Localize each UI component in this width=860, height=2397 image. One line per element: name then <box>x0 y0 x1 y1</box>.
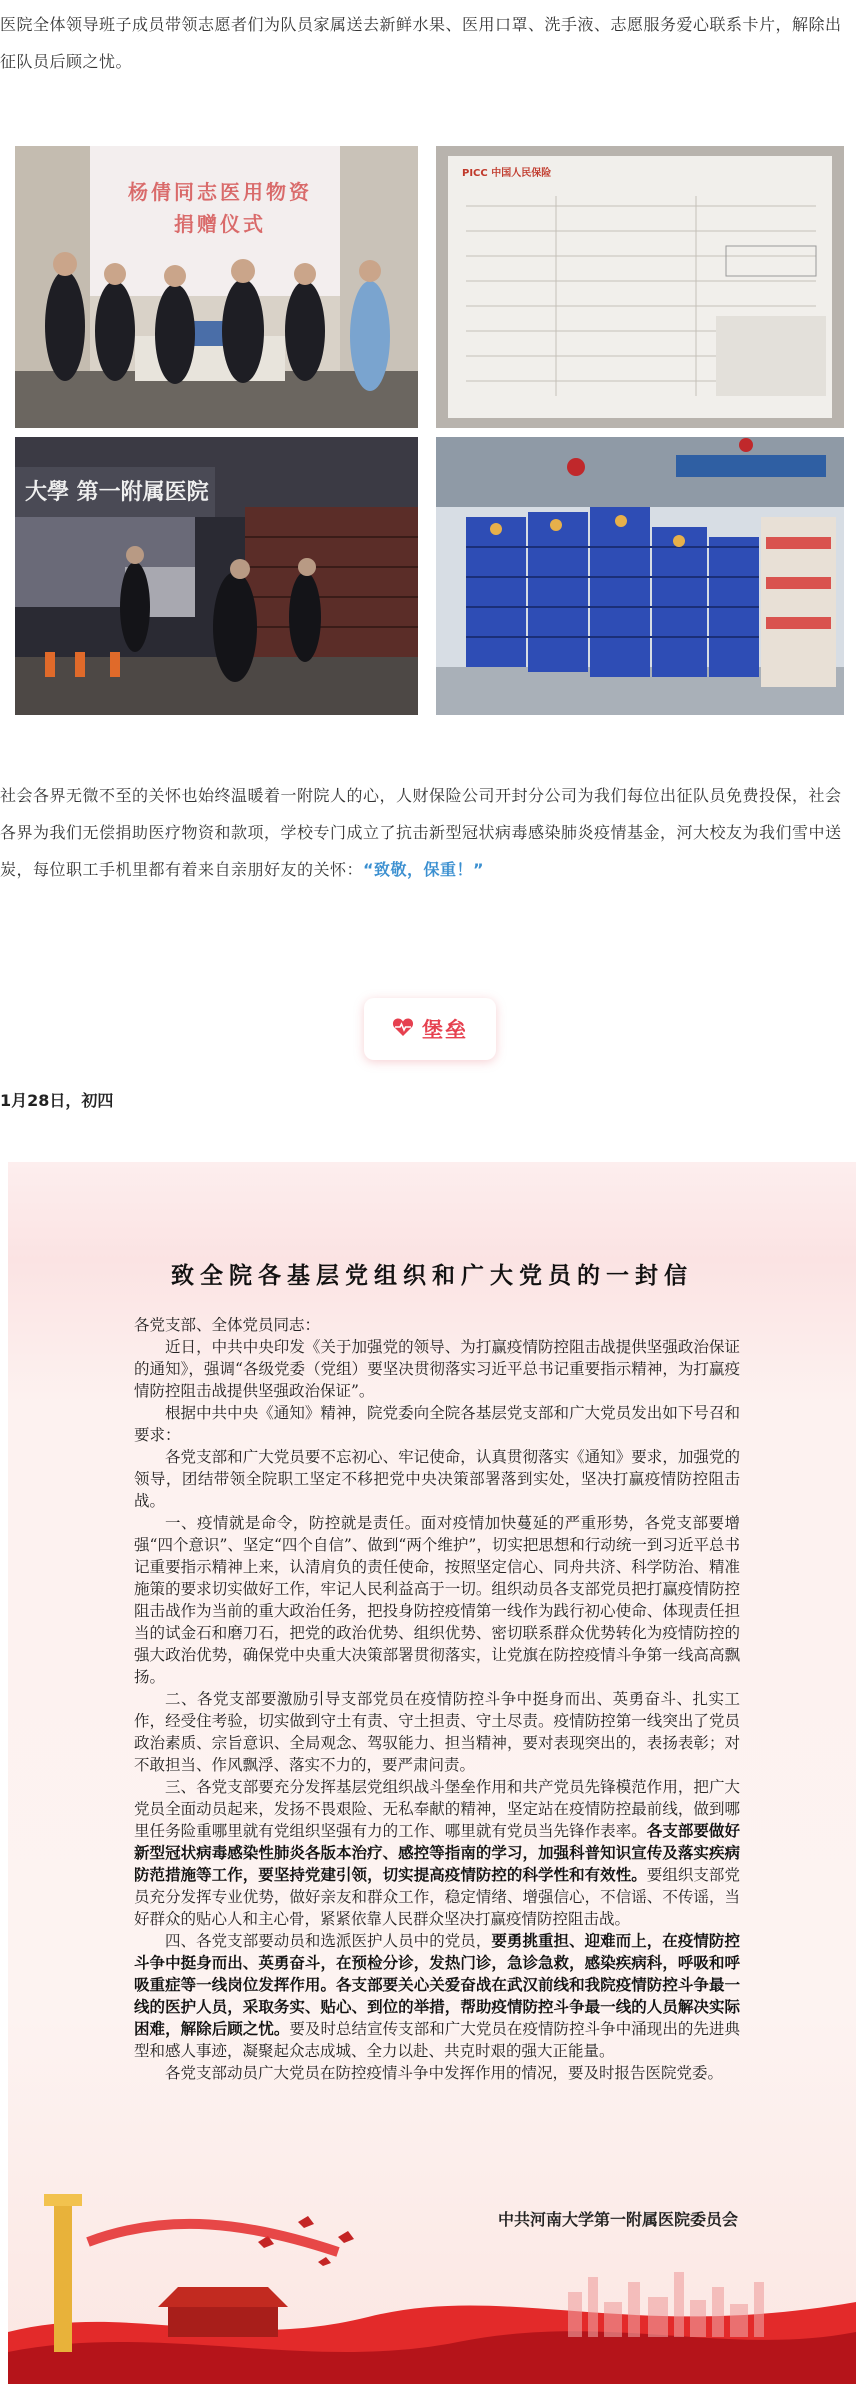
svg-text:大學 第一附属医院: 大學 第一附属医院 <box>25 480 209 505</box>
para3-plain: 三、各党支部要充分发挥基层党组织战斗堡垒作用和共产党员先锋模范作用，把广大党员全面动员起来，发扬不畏艰险、无私奉献的精神，坚定站在疫情防控最前线，做到哪里任务险重哪里就有党组织坚强有力的工作、哪里就有党员当先锋作表率。 <box>134 1778 740 1840</box>
night-delivery-photo <box>15 437 418 715</box>
letter-paragraph-three <box>134 1776 740 1930</box>
heart-pulse-icon <box>392 1017 414 1041</box>
letter-paragraph: 二、各党支部要激励引导支部党员在疫情防控斗争中挺身而出、英勇奋斗、扎实工作，经受住考验，切实做到守土有责、守土担责、守土尽责。疫情防控第一线突出了党员政治素质、宗旨意识、全局观念、驾驭能力、担当精神，要对表现突出的，表扬表彰；对不敢担当、作风飘浮、落实不力的，要严肃问责。 <box>134 1690 740 1774</box>
para4-plain: 四、各党支部要动员和选派医护人员中的党员， <box>165 1932 492 1950</box>
letter-body <box>134 1314 740 2084</box>
para3-bold: 各支部要做好新型冠状病毒感染性肺炎各版本治疗、感控等指南的学习，加强科普知识宣传及落实疾病防范措施等工作，要坚持党建引领，切实提高疫情防控的科学性和有效性。 <box>134 1821 740 1884</box>
insurance-brand-text: PICC 中国人民保险 <box>462 168 552 179</box>
letter-paragraph: 一、疫情就是命令，防控就是责任。面对疫情加快蔓延的严重形势，各党支部要增强“四个意识”、坚定“四个自信”、做到“两个维护”，切实把思想和行动统一到习近平总书记重要指示精神上来，认清肩负的责任使命，按照坚定信心、同舟共济、科学防治、精准施策的要求切实做好工作，牢记人民利益高于一切。组织动员各支部党员把打赢疫情防控阻击战作为当前的重大政治任务，把投身防控疫情第一线作为践行初心使命、体现责任担当的试金石和磨刀石，把党的政治优势、组织优势、密切联系群众优势转化为疫情防控的强大政治优势，确保党中央重大决策部署贯彻落实，让党旗在防控疫情斗争第一线高高飘扬。 <box>134 1514 740 1686</box>
donation-ceremony-photo <box>15 146 418 428</box>
letter-paragraph-four <box>134 1930 740 2062</box>
para3-tail: 要组织支部党员充分发挥专业优势，做好亲友和群众工作，稳定情绪、增强信心，不信谣、不传谣，当好群众的贴心人和主心骨，紧紧依靠人民群众坚决打赢疫情防控阻击战。 <box>134 1866 740 1928</box>
letter-signature: 中共河南大学第一附属医院委员会 <box>497 2210 738 2229</box>
section-badge <box>364 998 496 1060</box>
insurance-document-photo <box>436 146 844 428</box>
support-paragraph <box>0 777 856 888</box>
ceremony-banner-text: 杨倩同志医用物资捐赠仪式 <box>128 180 312 236</box>
letter-paragraph: 近日，中共中央印发《关于加强党的领导、为打赢疫情防控阻击战提供坚强政治保证的通知》，强调“各级党委（党组）要坚决贯彻落实习近平总书记重要指示精神，为打赢疫情防控阻击战提供坚强政治保证”。 <box>134 1338 740 1400</box>
para4-tail: 要及时总结宣传支部和广大党员在疫情防控斗争中涌现出的先进典型和感人事迹，凝聚起众志成城、全力以赴、共克时艰的强大正能量。 <box>134 2020 740 2060</box>
para4-bold: 要勇挑重担、迎难而上，在疫情防控斗争中挺身而出、英勇奋斗，在预检分诊，发热门诊，急诊急救，感染疾病科，呼吸和呼吸重症等一线岗位发挥作用。各支部要关心关爱奋战在武汉前线和我院疫情防控斗争最一线的医护人员，采取务实、贴心、到位的举措，帮助疫情防控斗争最一线的人员解决实际困难，解除后顾之忧。 <box>134 1931 740 2038</box>
intro-paragraph: 医院全体领导班子成员带领志愿者们为队员家属送去新鲜水果、医用口罩、洗手液、志愿服务爱心联系卡片，解除出征队员后顾之忧。 <box>0 15 842 71</box>
date-line: 1月28日，初四 <box>0 1091 114 1110</box>
letter-paragraph: 各党支部和广大党员要不忘初心、牢记使命，认真贯彻落实《通知》要求，加强党的领导，团结带领全院职工坚定不移把党中央决策部署落到实处，坚决打赢疫情防控阻击战。 <box>134 1448 740 1510</box>
letter-paragraph: 根据中共中央《通知》精神，院党委向全院各基层党支部和广大党员发出如下号召和要求： <box>134 1404 740 1444</box>
decorative-bottom-artwork <box>8 2182 856 2384</box>
section-title: 堡垒 <box>422 1018 468 1042</box>
support-paragraph-text: 社会各界无微不至的关怀也始终温暖着一附院人的心，人财保险公司开封分公司为我们每位出征队员免费投保，社会各界为我们无偿捐助医疗物资和款项，学校专门成立了抗击新型冠状病毒感染肺炎疫情基金，河大校友为我们雪中送炭，每位职工手机里都有着来自亲朋好友的关怀： <box>0 786 842 879</box>
party-letter <box>8 1162 856 2384</box>
support-quote: “致敬，保重！” <box>363 860 485 879</box>
letter-closing: 各党支部动员广大党员在防控疫情斗争中发挥作用的情况，要及时报告医院党委。 <box>165 2064 724 2082</box>
fruit-crates-photo <box>436 437 844 715</box>
letter-greeting: 各党支部、全体党员同志： <box>134 1316 321 1334</box>
letter-title: 致全院各基层党组织和广大党员的一封信 <box>171 1262 693 1289</box>
